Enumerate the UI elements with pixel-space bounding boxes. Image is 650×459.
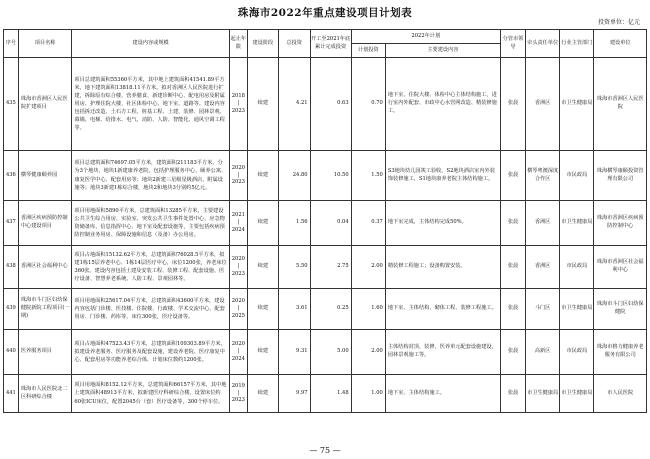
row-builder: 珠海市香洲区疾病预防控制中心 xyxy=(594,201,647,246)
row-year-end: 2024 xyxy=(231,355,245,362)
row-plan-invest: 2.00 xyxy=(351,330,385,375)
row-plan-content: 地下室完成，主体结构完成50%。 xyxy=(385,201,500,246)
header-plan-invest: 计划投资 xyxy=(351,44,385,58)
row-lead-unit: 高新区 xyxy=(526,330,560,375)
header-builder: 建设单位 xyxy=(594,30,647,58)
row-name: 医养服务项目 xyxy=(18,330,72,375)
header-plan-2022: 2022年计划 xyxy=(351,30,500,44)
year-range-separator: | xyxy=(237,100,240,107)
row-seq: 441 xyxy=(4,375,19,413)
row-stage: 续建 xyxy=(247,58,278,151)
row-cumulative: 0.25 xyxy=(310,289,351,330)
row-year-end: 2023 xyxy=(231,179,245,186)
row-industry: 市民政局 xyxy=(560,246,594,289)
row-stage: 续建 xyxy=(247,289,278,330)
row-cumulative: 0.63 xyxy=(310,58,351,151)
row-industry: 市民政局 xyxy=(560,151,594,201)
row-total: 24.80 xyxy=(278,151,310,201)
row-years xyxy=(229,58,247,151)
row-years xyxy=(229,246,247,289)
row-year-start: 2020 xyxy=(231,298,245,305)
row-stage: 续建 xyxy=(247,330,278,375)
year-range-separator: | xyxy=(237,305,240,312)
document-title: 珠海市2022年重点建设项目计划表 xyxy=(237,7,413,19)
row-plan-content: 地下室、主体结构、砌体工程、装修工程施工。 xyxy=(385,289,500,330)
row-division: 张晨 xyxy=(500,151,525,201)
table-row xyxy=(4,151,647,201)
row-division: 张晨 xyxy=(500,246,525,289)
row-content: 项目用地面积25617.04平方米，总建筑面积43600平方米，建设内容包括门诊楼、医技楼、住院楼、行政楼、学术交流中心、配套用房、门诊楼、药库等，床位300张，医疗设备等。 xyxy=(72,289,229,330)
header-name: 项目名称 xyxy=(18,30,72,58)
row-plan-invest: 1.00 xyxy=(351,375,385,413)
row-content: 项目占地面积15132.62平方米，总建筑面积76028.5平方米，拟建1栋15层养老中心、1栋14层医疗中心，床位1200张，养老床位360张。建设内容包括土建及安装工程、装修工程、配套设施、医疗设备、智慧养老系统、人防工程、景观园林等。 xyxy=(72,246,229,289)
row-stage: 续建 xyxy=(247,246,278,289)
table-row xyxy=(4,330,647,375)
row-stage: 续建 xyxy=(247,201,278,246)
row-name: 香洲区疾病预防控制中心建设项目 xyxy=(18,201,72,246)
year-range-separator: | xyxy=(237,219,240,226)
row-year-start: 2018 xyxy=(231,93,245,100)
year-range-separator: | xyxy=(237,389,240,396)
row-builder: 珠海市香洲区人民医院 xyxy=(594,58,647,151)
header-years: 起止年限 xyxy=(229,30,247,58)
row-builder: 珠海市香洲区社会福利中心 xyxy=(594,246,647,289)
row-year-end: 2025 xyxy=(231,312,245,319)
row-total: 9.31 xyxy=(278,330,310,375)
row-plan-invest: 0.37 xyxy=(351,201,385,246)
row-total: 4.21 xyxy=(278,58,310,151)
row-name: 珠海市斗门区妇幼保健院新院工程项目(一期) xyxy=(18,289,72,330)
header-industry: 行业主管部门 xyxy=(560,30,594,58)
row-division: 张晨 xyxy=(500,201,525,246)
row-industry: 市民政局 xyxy=(560,330,594,375)
row-plan-invest: 1.50 xyxy=(351,151,385,201)
header-plan-content: 主要建设内容 xyxy=(385,44,500,58)
table-row xyxy=(4,375,647,413)
row-year-start: 2020 xyxy=(231,256,245,263)
header-content: 建设内容或规模 xyxy=(72,30,229,58)
row-cumulative: 1.48 xyxy=(310,375,351,413)
row-content: 项目总建筑面积74697.05平方米，建筑面积211183平方米，分为3个地块，地块1新建康养老院，包括护理服务中心、颐养公寓、康复医学中心、配套用房等；地块2新建三星级星级酒店，附属设施等；地块3新建1栋综合楼，地块2和地块3分别约5亿元。 xyxy=(72,151,229,201)
row-builder: 珠海横琴康颐投资管理有限公司 xyxy=(594,151,647,201)
row-lead-unit: 香洲区 xyxy=(526,201,560,246)
row-plan-content: 主体结构封顶，装修，医养单元配套设施建设，园林景观施工等。 xyxy=(385,330,500,375)
header-stage: 建设阶段 xyxy=(247,30,278,58)
row-builder: 珠海市斗门区妇幼保健院 xyxy=(594,289,647,330)
header-cumulative: 开工至2021年底累计完成投资 xyxy=(310,30,351,58)
row-builder: 珠海市格力健康养老服务有限公司 xyxy=(594,330,647,375)
investment-unit-label: 投资单位：亿元 xyxy=(597,19,640,26)
row-industry: 市卫生健康局 xyxy=(560,289,594,330)
row-name: 香洲区社会福利中心 xyxy=(18,246,72,289)
row-plan-content: 精装修工程施工；设备购置安装。 xyxy=(385,246,500,289)
row-years xyxy=(229,375,247,413)
row-years xyxy=(229,330,247,375)
row-lead-unit: 香洲区 xyxy=(526,58,560,151)
row-name: 珠海市人民医院北二区科研综合楼 xyxy=(18,375,72,413)
row-lead-unit: 市卫生健康局 xyxy=(526,375,560,413)
row-lead-unit: 香洲区 xyxy=(526,246,560,289)
row-industry: 市卫生健康局 xyxy=(560,201,594,246)
row-division: 张晨 xyxy=(500,330,525,375)
row-seq: 438 xyxy=(4,246,19,289)
row-total: 9.97 xyxy=(278,375,310,413)
table-row xyxy=(4,201,647,246)
row-lead-unit: 横琴粤澳深度合作区 xyxy=(526,151,560,201)
row-content: 项目占地面积47523.43平方米，总建筑面积109303.89平方米，拟建设养老服务、医疗服务及配套设施，建设养老院、医疗康复中心、配套用房等功能养老综合体，计划床位数约1200张。 xyxy=(72,330,229,375)
row-lead-unit: 斗门区 xyxy=(526,289,560,330)
row-year-start: 2019 xyxy=(231,382,245,389)
table-body xyxy=(4,58,647,413)
row-seq: 439 xyxy=(4,289,19,330)
row-plan-content: 地下室、主体结构施工。 xyxy=(385,375,500,413)
row-year-end: 2023 xyxy=(231,270,245,277)
row-division: 张晨 xyxy=(500,58,525,151)
row-year-end: 2024 xyxy=(231,226,245,233)
row-year-start: 2020 xyxy=(231,341,245,348)
row-total: 3.61 xyxy=(278,289,310,330)
header-lead-unit: 牵头责任单位 xyxy=(526,30,560,58)
row-cumulative: 10.50 xyxy=(310,151,351,201)
table-row xyxy=(4,58,647,151)
row-content: 项目用地面积5890平方米，总建筑面积13285平方米，主要建设公共卫生综合用房、实验室、突发公共卫生事件处置中心、应急物资储备库、信息指挥中心、地下室及配套设施等，主要包括疾病预防控制业务用房、保障设施和信息（及备）办公用房。 xyxy=(72,201,229,246)
row-division: 张晨 xyxy=(500,289,525,330)
row-cumulative: 2.75 xyxy=(310,246,351,289)
year-range-separator: | xyxy=(237,171,240,178)
page-number: — 75 — xyxy=(309,446,341,455)
row-industry: 市卫生健康局 xyxy=(560,58,594,151)
row-year-start: 2021 xyxy=(231,212,245,219)
year-range-separator: | xyxy=(237,263,240,270)
row-cumulative: 0.04 xyxy=(310,201,351,246)
row-years xyxy=(229,201,247,246)
row-years xyxy=(229,151,247,201)
row-seq: 436 xyxy=(4,151,19,201)
year-range-separator: | xyxy=(237,348,240,355)
row-plan-invest: 2.00 xyxy=(351,246,385,289)
row-industry: 市卫生健康局 xyxy=(560,375,594,413)
header-seq: 序号 xyxy=(4,30,19,58)
row-plan-invest: 0.70 xyxy=(351,58,385,151)
table-row xyxy=(4,246,647,289)
row-year-end: 2023 xyxy=(231,107,245,114)
project-table xyxy=(3,29,647,413)
row-plan-content: S3地块幼儿园竣工验收，S2地块酒店室内外装饰装修施工，S1地块康养老院主体结构施工。 xyxy=(385,151,500,201)
table-row xyxy=(4,289,647,330)
row-seq: 440 xyxy=(4,330,19,375)
row-content: 项目用地面积8152.12平方米，总建筑面积66157平方米，其中地上建筑面积48913平方米，拟新建医疗科研综合楼，设置床位约60张ICU床位，配置2045台（套）医疗设备等，300个停车位。 xyxy=(72,375,229,413)
row-builder: 市人民医院 xyxy=(594,375,647,413)
row-name: 横琴健康颐养园 xyxy=(18,151,72,201)
row-division: 张晨 xyxy=(500,375,525,413)
row-total: 1.56 xyxy=(278,201,310,246)
header-total: 总投资 xyxy=(278,30,310,58)
row-years xyxy=(229,289,247,330)
row-year-start: 2020 xyxy=(231,164,245,171)
row-stage: 续建 xyxy=(247,375,278,413)
row-seq: 435 xyxy=(4,58,19,151)
row-year-end: 2023 xyxy=(231,397,245,404)
row-cumulative: 5.00 xyxy=(310,330,351,375)
row-plan-invest: 1.60 xyxy=(351,289,385,330)
row-stage: 续建 xyxy=(247,151,278,201)
row-seq: 437 xyxy=(4,201,19,246)
header-division: 分管市领导 xyxy=(500,30,525,58)
row-total: 5.50 xyxy=(278,246,310,289)
row-content: 项目总建筑面积55360平方米，其中地上建筑面积41541.89平方米，地下建筑面积13818.11平方米。拟对香洲区人民医院进行扩建，拆除原有综合楼、营养膳食、新建诊断中心、配电用房及附属用房、护理住院大楼、社区体检中心、地下室、道路等。建设内容包括拆迁改造、土石方工程、桩基工程、土建、装修、园林景观、幕墙、电梯、给排水、电气、消防、人防、智能化、通风空调工程等。 xyxy=(72,58,229,151)
row-plan-content: 地下室、住院大楼、体检中心主体结构施工，进行室内外配套、市政中心水管网改造、精装修施工。 xyxy=(385,58,500,151)
row-name: 珠海市香洲区人民医院扩建项目 xyxy=(18,58,72,151)
